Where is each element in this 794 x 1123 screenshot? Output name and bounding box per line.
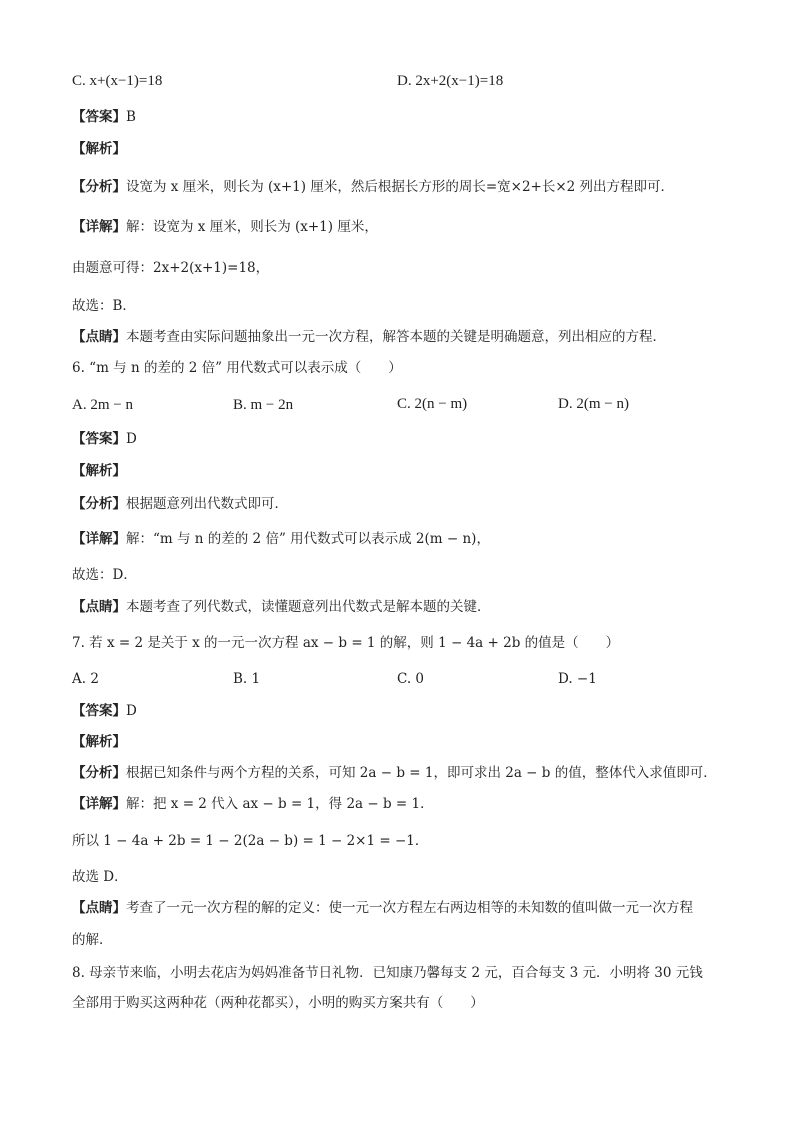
q5-analysis-header: 【解析】 — [72, 141, 126, 157]
xiangjie-text: 解：“m 与 n 的差的 2 倍” 用代数式可以表示成 2(m − n)， — [126, 531, 490, 547]
dianjing-tag: 【点睛】 — [72, 900, 126, 916]
q5-equation: 由题意可得：2x+2(x+1)=18， — [72, 260, 270, 276]
q7-dianjing-cont: 的解． — [72, 932, 113, 948]
q5-choose: 故选：B． — [72, 298, 136, 314]
q7-answer — [72, 701, 137, 721]
dianjing-tag: 【点睛】 — [72, 599, 126, 615]
xiangjie-tag: 【详解】 — [72, 796, 126, 812]
q5-option-d: D. 2x+2(x−1)=18 — [397, 73, 504, 89]
fenxi-text: 根据已知条件与两个方程的关系，可知 2a − b = 1，即可求出 2a − b 的值，整体代入求值即可． — [126, 765, 717, 781]
q6-option-c: C. 2(n − m) — [397, 396, 468, 412]
q7-choose: 故选 D． — [72, 869, 128, 885]
answer-value: B — [126, 109, 136, 125]
q6-option-b: B. m − 2n — [233, 397, 294, 413]
dianjing-tag: 【点睛】 — [72, 329, 126, 345]
q5-answer — [72, 107, 136, 127]
q6-dianjing — [72, 597, 491, 617]
fenxi-text: 根据题意列出代数式即可． — [126, 496, 288, 512]
q7-option-b: B. 1 — [233, 671, 261, 687]
q6-fenxi — [72, 494, 288, 514]
q5-dianjing — [72, 327, 666, 347]
q5-xiangjie — [72, 217, 378, 237]
q7-so: 所以 1 − 4a + 2b = 1 − 2(2a − b) = 1 − 2×1 = −1． — [72, 833, 429, 849]
q7-option-a: A. 2 — [72, 671, 99, 687]
xiangjie-tag: 【详解】 — [72, 219, 126, 235]
q7-fenxi — [72, 763, 717, 783]
dianjing-text: 考查了一元一次方程的解的定义：使一元一次方程左右两边相等的未知数的值叫做一元一次方程 — [126, 900, 693, 916]
q6-stem: 6. “m 与 n 的差的 2 倍” 用代数式可以表示成（ ） — [72, 360, 402, 376]
q6-option-a: A. 2m − n — [72, 397, 133, 413]
q5-option-c: C. x+(x−1)=18 — [72, 73, 163, 89]
dianjing-text: 本题考查了列代数式，读懂题意列出代数式是解本题的关键． — [126, 599, 491, 615]
q6-answer — [72, 429, 137, 449]
fenxi-tag: 【分析】 — [72, 179, 126, 195]
q7-option-d: D. −1 — [558, 671, 597, 687]
answer-value: D — [126, 703, 137, 719]
fenxi-tag: 【分析】 — [72, 765, 126, 781]
answer-value: D — [126, 431, 137, 447]
q7-option-c: C. 0 — [397, 671, 425, 687]
q6-choose: 故选：D． — [72, 567, 137, 583]
xiangjie-text: 解：设宽为 x 厘米，则长为 (x+1) 厘米， — [126, 219, 378, 235]
q6-option-d: D. 2(m − n) — [558, 396, 629, 412]
xiangjie-text: 解：把 x = 2 代入 ax − b = 1，得 2a − b = 1． — [126, 796, 434, 812]
answer-tag: 【答案】 — [72, 431, 126, 447]
dianjing-text: 本题考查由实际问题抽象出一元一次方程，解答本题的关键是明确题意，列出相应的方程． — [126, 329, 666, 345]
q7-xiangjie — [72, 794, 434, 814]
q6-analysis-header: 【解析】 — [72, 463, 126, 479]
xiangjie-tag: 【详解】 — [72, 531, 126, 547]
q6-xiangjie — [72, 529, 490, 549]
answer-tag: 【答案】 — [72, 703, 126, 719]
q5-fenxi — [72, 177, 674, 197]
q7-analysis-header: 【解析】 — [72, 734, 126, 750]
fenxi-tag: 【分析】 — [72, 496, 126, 512]
answer-tag: 【答案】 — [72, 109, 126, 125]
q7-dianjing — [72, 898, 693, 918]
q8-stem-line2: 全部用于购买这两种花（两种花都买），小明的购买方案共有（ ） — [72, 995, 484, 1011]
q7-stem: 7. 若 x = 2 是关于 x 的一元一次方程 ax − b = 1 的解，则 1 − 4a + 2b 的值是（ ） — [72, 635, 620, 651]
fenxi-text: 设宽为 x 厘米，则长为 (x+1) 厘米，然后根据长方形的周长=宽×2+长×2 列出方程即可． — [126, 179, 675, 195]
q8-stem-line1: 8. 母亲节来临，小明去花店为妈妈准备节日礼物．已知康乃馨每支 2 元，百合每支 3 元．小明将 30 元钱 — [72, 965, 703, 981]
